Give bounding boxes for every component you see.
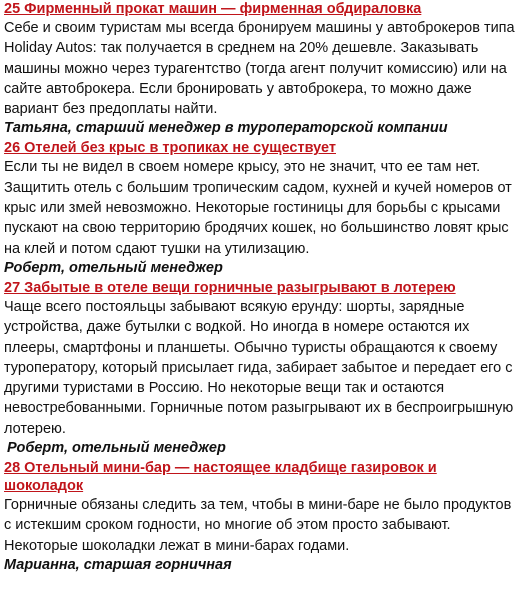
tip-section-26 xyxy=(4,138,519,277)
tip-heading: 28 Отельный мини-бар — настоящее кладбище газировок и шоколадок xyxy=(4,460,437,495)
tip-section-28 xyxy=(4,458,519,575)
tip-signature: Марианна, старшая горничная xyxy=(4,556,232,573)
tip-signature: Роберт, отельный менеджер xyxy=(4,259,223,276)
tip-heading: 26 Отелей без крыс в тропиках не существует xyxy=(4,140,336,157)
tip-section-25 xyxy=(4,0,519,138)
tip-body: Себе и своим туристам мы всегда бронируем машины у автоброкеров типа Holiday Autos: так получается в среднем на 20% дешевле. Заказывать машины можно через турагентство (тогда агент получит комиссию) или на сайте автоброкера. Если бронировать у автоброкера, то можно даже вариант без предоплаты найти. xyxy=(4,20,515,118)
tip-body: Чаще всего постояльцы забывают всякую ерунду: шорты, зарядные устройства, даже бутылки с водкой. Но иногда в номере остаются их плееры, смартфоны и планшеты. Обычно туристы обращаются к своему туроператору, который присылает гида, забирает забытое и передает его с другими туристами в Россию. Но некоторые вещи так и остаются невостребованными. Горничные потом разыгрывают их в беспроигрышную лотерею. xyxy=(4,298,514,437)
tip-heading: 25 Фирменный прокат машин — фирменная обдираловка xyxy=(4,1,422,17)
tip-body: Если ты не видел в своем номере крысу, это не значит, что ее там нет. Защитить отель с большим тропическим садом, кухней и кучей номеров от крыс или змей невозможно. Некоторые гостиницы для борьбы с крысами пускают на свою территорию бродячих кошек, но большинство ловят крыс на клей и потом сдают тушки на утилизацию. xyxy=(4,159,512,257)
tip-body: Горничные обязаны следить за тем, чтобы в мини-баре не было продуктов с истекшим сроком годности, но многие об этом просто забывают. Некоторые шоколадки лежат в мини-барах годами. xyxy=(4,497,512,554)
tip-heading: 27 Забытые в отеле вещи горничные разыгрывают в лотерею xyxy=(4,279,456,296)
tip-signature: Роберт, отельный менеджер xyxy=(7,440,226,457)
tip-signature: Татьяна, старший менеджер в туроператорской компании xyxy=(4,120,448,137)
tip-section-27 xyxy=(4,278,519,458)
